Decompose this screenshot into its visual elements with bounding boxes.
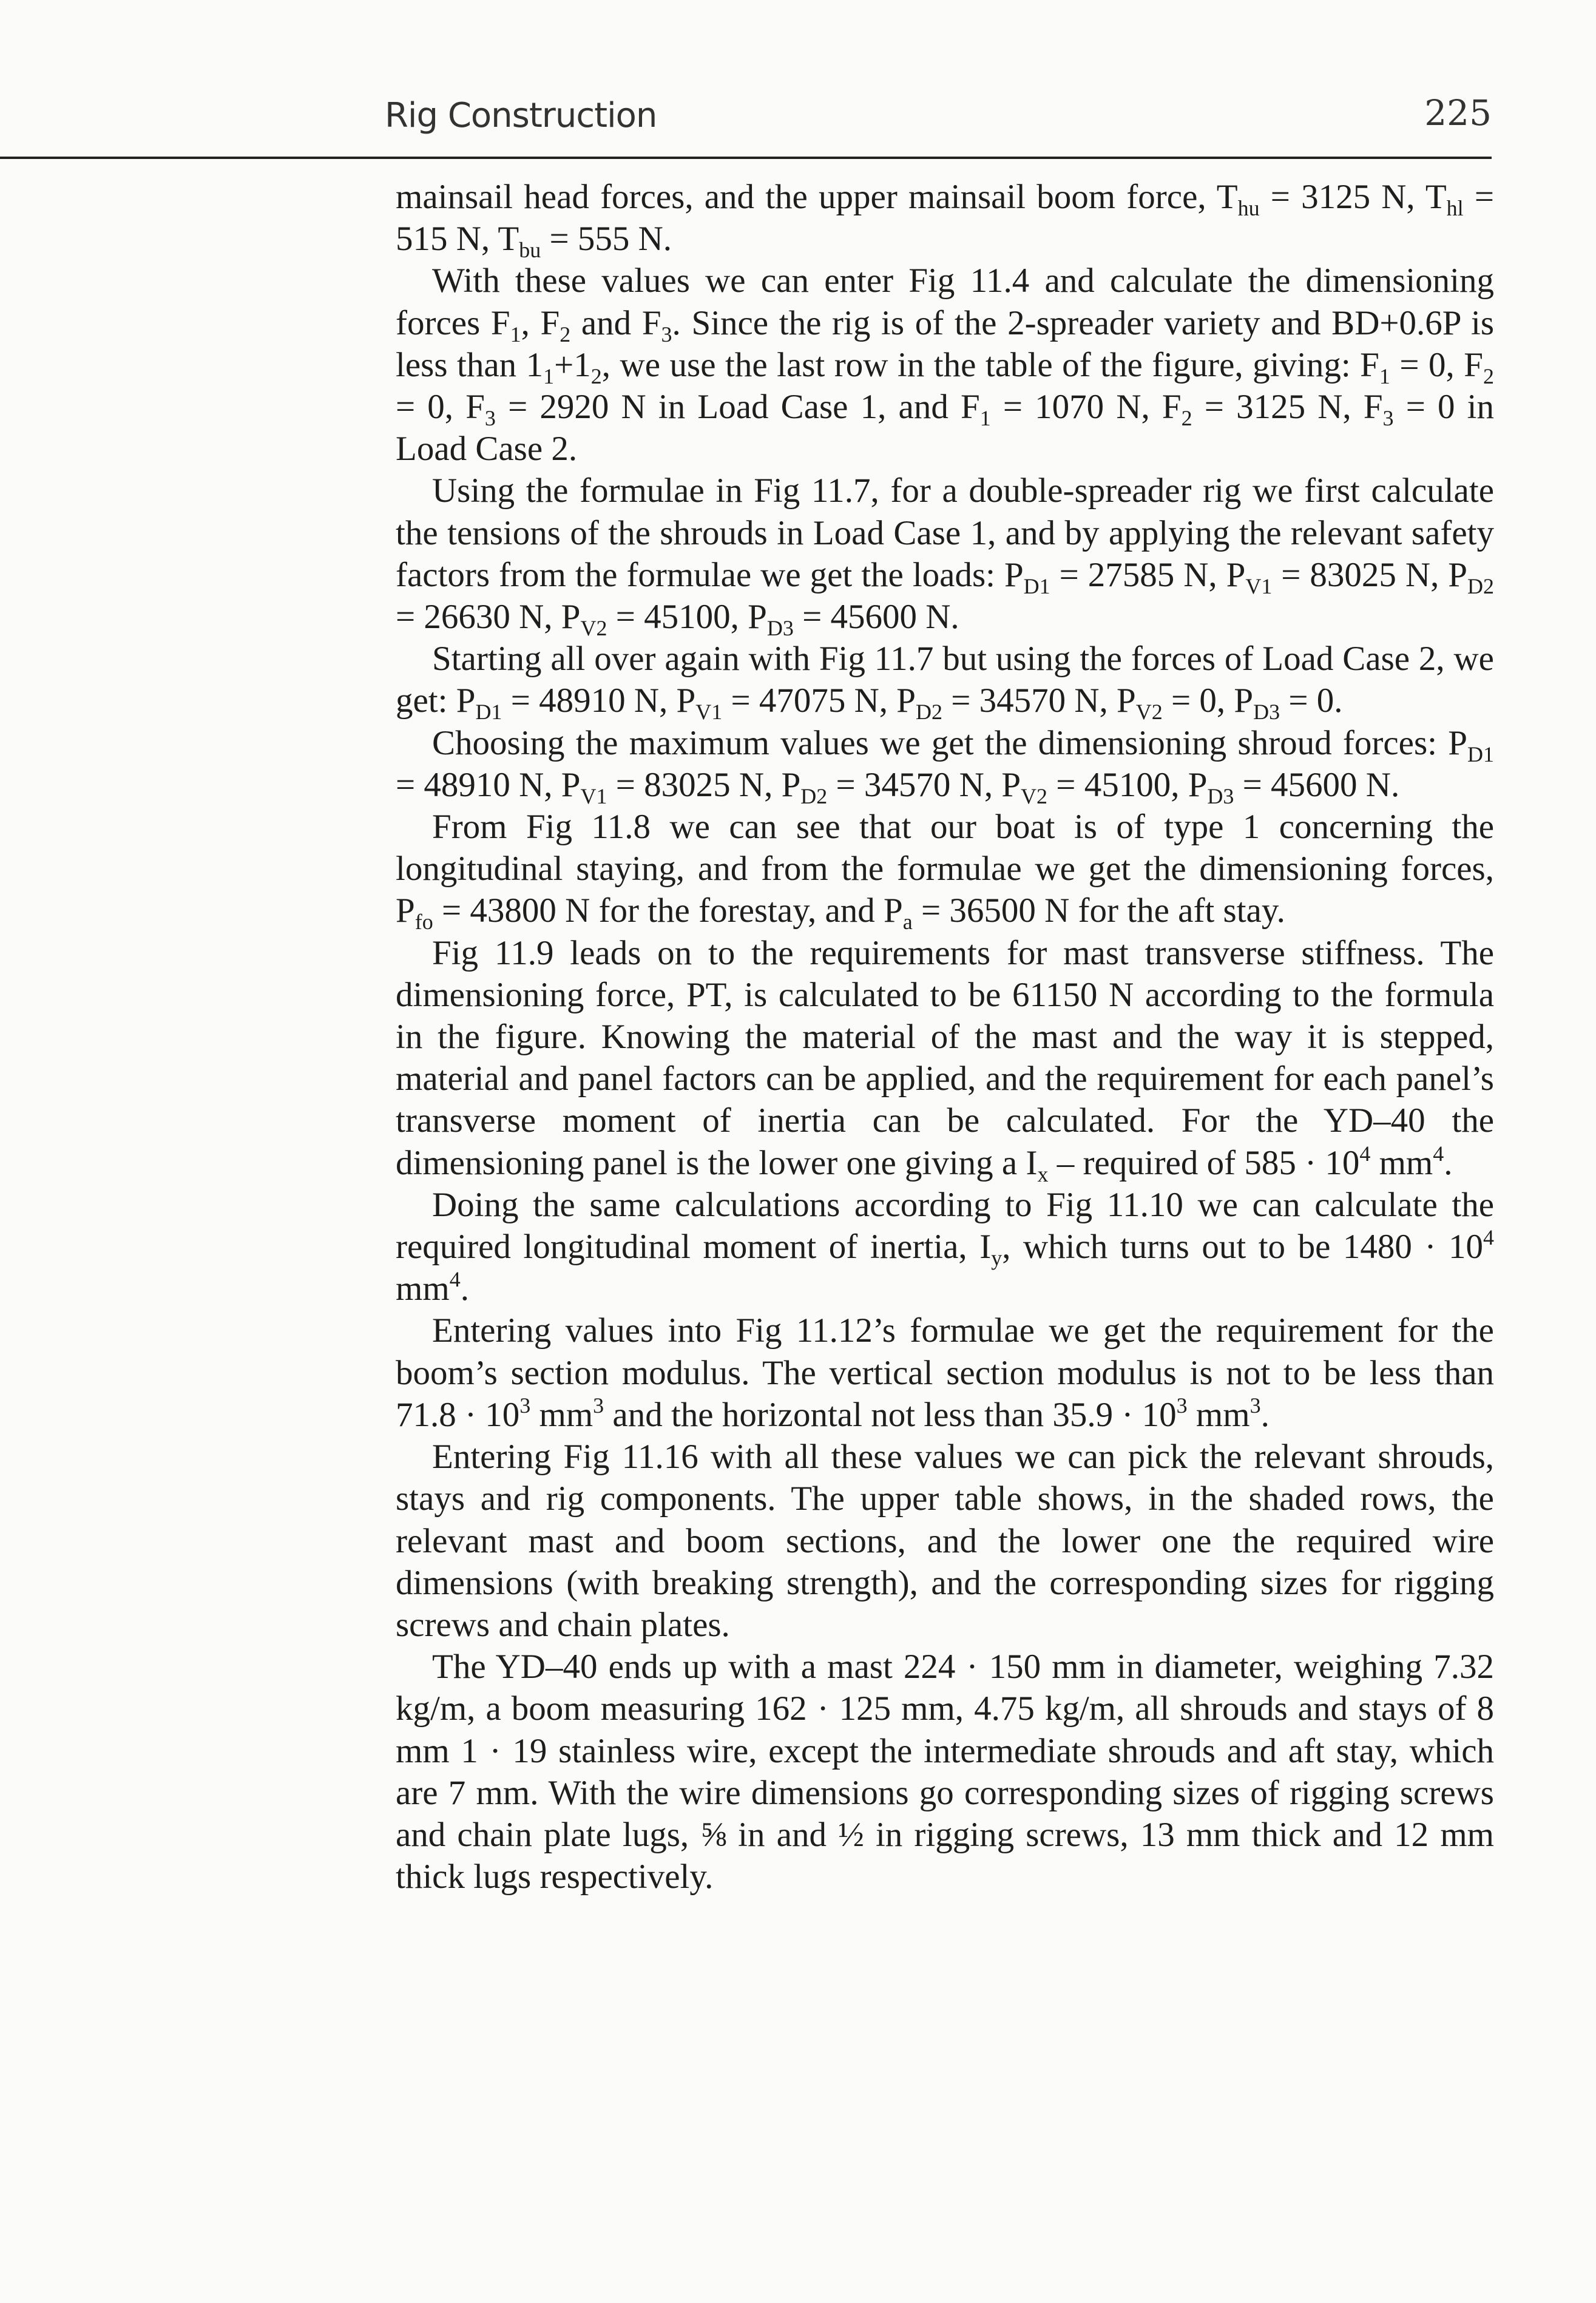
subscript: V2 xyxy=(580,616,607,641)
superscript: 3 xyxy=(593,1393,604,1418)
subscript: hu xyxy=(1237,196,1260,220)
text-run: = 26630 N, P xyxy=(396,598,581,637)
text-run: and F xyxy=(570,303,661,342)
subscript: y xyxy=(991,1246,1003,1271)
text-run: Doing the same calculations according to Fig 11.10 we can calculate the required longitudinal moment of inertia, I xyxy=(396,1185,1494,1266)
paragraph xyxy=(396,1310,1494,1436)
header-rule xyxy=(0,157,1492,159)
subscript: D3 xyxy=(1207,783,1234,808)
text-run: , which turns out to be 1480 · 10 xyxy=(1002,1228,1483,1266)
text-run: = 27585 N, P xyxy=(1050,555,1246,594)
paragraph xyxy=(396,806,1494,935)
text-run: = 1070 N, F xyxy=(990,388,1182,427)
paragraph xyxy=(396,638,1494,725)
running-head: Rig Construction xyxy=(385,96,657,135)
text-run: = 45100, P xyxy=(607,598,767,637)
superscript: 3 xyxy=(1249,1393,1261,1418)
text-run: +1 xyxy=(554,345,591,384)
subscript: V2 xyxy=(1135,700,1163,725)
text-run: = 0, F xyxy=(1390,345,1483,384)
superscript: 4 xyxy=(1483,1225,1494,1250)
text-run: = 515 N, T xyxy=(396,178,1494,259)
subscript: fo xyxy=(414,910,433,935)
text-run: = 0, P xyxy=(1162,681,1254,720)
paragraph xyxy=(396,1646,1494,1898)
paragraph xyxy=(396,470,1494,641)
text-run: mm xyxy=(396,1270,450,1308)
subscript: 1 xyxy=(979,406,991,431)
text-run: = 48910 N, P xyxy=(502,681,696,720)
text-run: = 0. xyxy=(1280,681,1343,720)
text-run: = 34570 N, P xyxy=(827,765,1021,804)
text-run: With these values we can enter Fig 11.4 and calculate the dimensioning forces F xyxy=(396,262,1494,342)
subscript: D3 xyxy=(1253,700,1280,725)
subscript: 1 xyxy=(1379,364,1390,388)
subscript: D1 xyxy=(1023,573,1050,598)
text-run: Entering values into Fig 11.12’s formulae we get the requirement for the boom’s section modulus. The vertical section modulus is not to be less than 71.8 · 10 xyxy=(396,1311,1494,1434)
text-run: = 48910 N, P xyxy=(396,765,581,804)
text-run: = 83025 N, P xyxy=(1272,555,1467,594)
paragraph xyxy=(396,1436,1494,1646)
text-run: . xyxy=(1444,1143,1453,1182)
text-run: Fig 11.9 leads on to the requirements for mast transverse stiffness. The dimensioning force, PT, is calculated to be 61150 N according to the formula in the figure. Knowing the material of the mast and the way it is stepped, material and panel factors can be applied, and the requirement for each panel’s transverse moment of inertia can be calculated. For the YD–40 the dimensioning panel is the lower one giving a I xyxy=(396,933,1494,1182)
superscript: 4 xyxy=(1359,1141,1371,1166)
text-run: = 34570 N, P xyxy=(942,681,1136,720)
text-run: = 36500 N for the aft stay. xyxy=(912,891,1285,930)
subscript: 3 xyxy=(1382,406,1394,431)
subscript: D1 xyxy=(475,700,502,725)
subscript: D2 xyxy=(915,700,942,725)
subscript: 1 xyxy=(510,322,521,347)
text-run: , we use the last row in the table of the figure, giving: F xyxy=(601,345,1379,384)
text-run: mm xyxy=(1187,1395,1250,1434)
subscript: 3 xyxy=(661,322,672,347)
paragraph xyxy=(396,1184,1494,1310)
text-run: = 45600 N. xyxy=(1234,765,1400,804)
paragraph xyxy=(396,260,1494,470)
subscript: 2 xyxy=(1181,406,1192,431)
text-run: = 45100, P xyxy=(1047,765,1208,804)
body-text xyxy=(396,176,1494,1898)
text-run: mm xyxy=(1370,1143,1433,1182)
text-run: . xyxy=(460,1270,469,1308)
text-run: = 3125 N, T xyxy=(1259,178,1447,216)
text-run: = 0, F xyxy=(396,388,485,427)
text-run: Choosing the maximum values we get the dimensioning shroud forces: P xyxy=(432,723,1467,762)
subscript: D2 xyxy=(1467,573,1494,598)
subscript: V2 xyxy=(1021,783,1048,808)
text-run: . xyxy=(1260,1395,1270,1434)
text-run: = 83025 N, P xyxy=(607,765,801,804)
superscript: 4 xyxy=(449,1267,461,1292)
subscript: x xyxy=(1037,1162,1049,1186)
subscript: D2 xyxy=(800,783,828,808)
subscript: 2 xyxy=(560,322,571,347)
text-run: Entering Fig 11.16 with all these values we can pick the relevant shrouds, stays and rig components. The upper table shows, in the shaded rows, the relevant mast and boom sections, and the lower one the required wire dimensions (with breaking strength), and the corresponding sizes for rigging screws and chain plates. xyxy=(396,1438,1494,1644)
text-run: = 555 N. xyxy=(541,220,672,259)
subscript: V1 xyxy=(1245,573,1273,598)
text-run: mm xyxy=(530,1395,593,1434)
text-run: . Since the rig is of the 2-spreader variety and BD+0.6P is less than 1 xyxy=(396,303,1495,384)
text-run: = 45600 N. xyxy=(793,598,959,637)
page-number: 225 xyxy=(1424,92,1492,134)
text-run: = 43800 N for the forestay, and P xyxy=(433,891,903,930)
text-run: = 0 in Load Case 2. xyxy=(396,388,1495,468)
text-run: Using the formulae in Fig 11.7, for a double-spreader rig we first calculate the tensions of the shrouds in Load Case 1, and by applying the relevant safety factors from the formulae we get the loads: P xyxy=(396,472,1494,594)
subscript: hl xyxy=(1446,196,1464,220)
subscript: a xyxy=(902,910,913,935)
subscript: 2 xyxy=(590,364,602,388)
subscript: 1 xyxy=(543,364,555,388)
text-run: – required of 585 · 10 xyxy=(1048,1143,1360,1182)
text-run: = 2920 N in Load Case 1, and F xyxy=(495,388,980,427)
subscript: 3 xyxy=(484,406,496,431)
subscript: V1 xyxy=(695,700,723,725)
paragraph xyxy=(396,722,1494,806)
subscript: V1 xyxy=(580,783,607,808)
text-run: Starting all over again with Fig 11.7 but using the forces of Load Case 2, we get: P xyxy=(396,640,1494,720)
text-run: From Fig 11.8 we can see that our boat is of type 1 concerning the longitudinal staying, and from the formulae we get the dimensioning forces, P xyxy=(396,808,1494,930)
text-run: mainsail head forces, and the upper mainsail boom force, T xyxy=(396,178,1238,216)
superscript: 3 xyxy=(1176,1393,1188,1418)
subscript: D3 xyxy=(766,616,794,641)
superscript: 3 xyxy=(519,1393,531,1418)
subscript: bu xyxy=(519,238,541,263)
subscript: D1 xyxy=(1467,742,1494,766)
text-run: = 3125 N, F xyxy=(1192,388,1383,427)
paragraph xyxy=(396,176,1494,263)
paragraph xyxy=(396,932,1494,1184)
subscript: 2 xyxy=(1483,364,1494,388)
text-run: The YD–40 ends up with a mast 224 · 150 mm in diameter, weighing 7.32 kg/m, a boom measuring 162 · 125 mm, 4.75 kg/m, all shrouds and stays of 8 mm 1 · 19 stainless wire, except the intermediate shrouds and aft stay, which are 7 mm. With the wire dimensions go corresponding sizes of rigging screws and chain plate lugs, ⅝ in and ½ in rigging screws, 13 mm thick and 12 mm thick lugs respectively. xyxy=(396,1648,1494,1896)
text-run: = 47075 N, P xyxy=(722,681,916,720)
superscript: 4 xyxy=(1433,1141,1444,1166)
text-run: and the horizontal not less than 35.9 · 10 xyxy=(604,1395,1177,1434)
text-run: , F xyxy=(521,303,560,342)
